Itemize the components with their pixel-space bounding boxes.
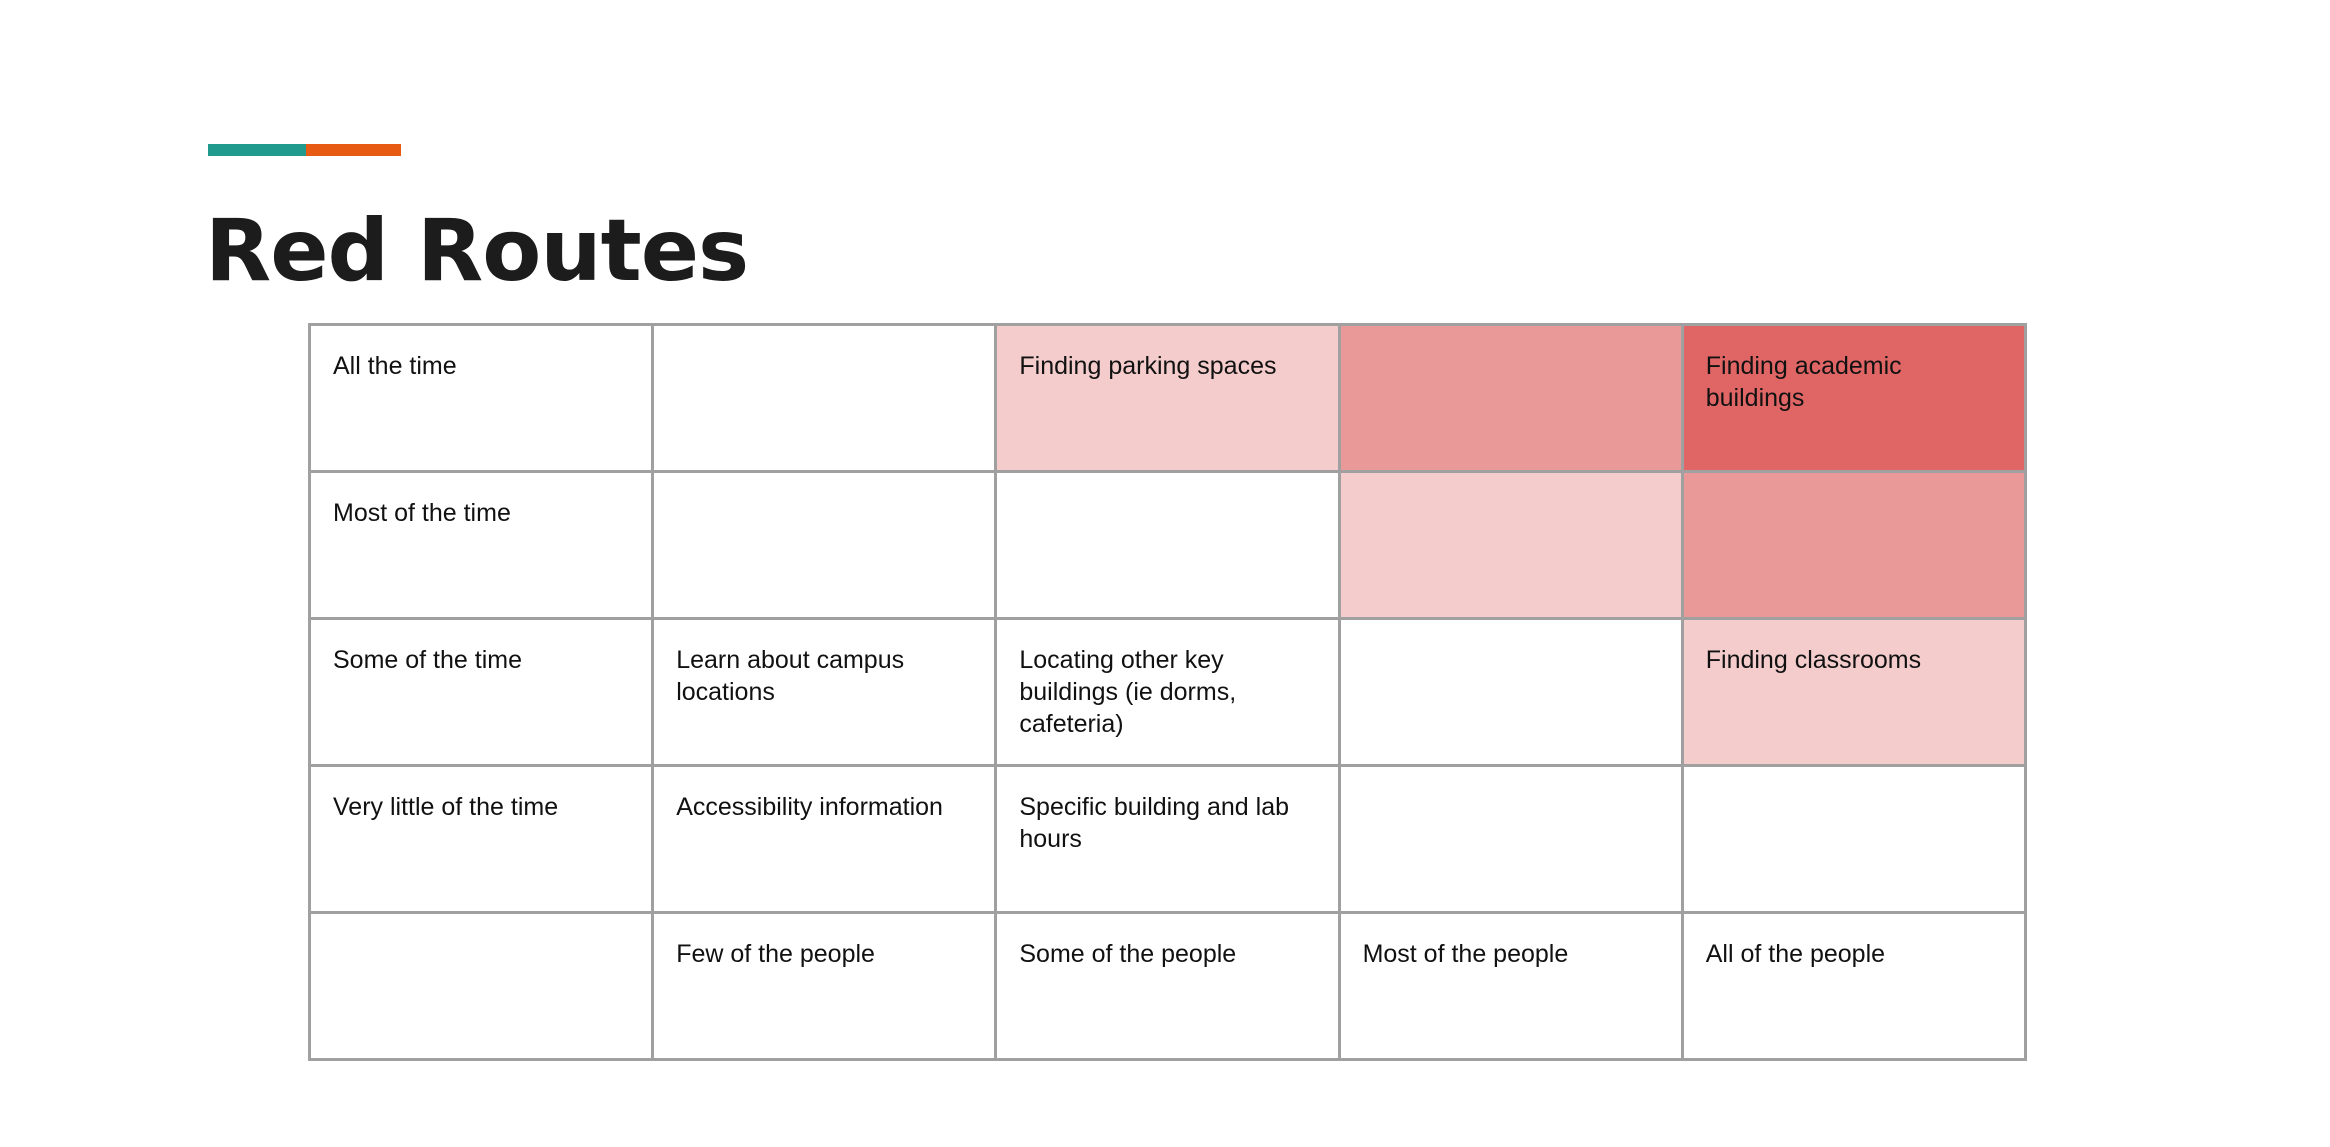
accent-bar-orange-segment xyxy=(306,144,401,156)
matrix-row xyxy=(310,619,2026,766)
row-label-frequency: All the time xyxy=(310,325,653,472)
column-label-people: Some of the people xyxy=(996,913,1339,1060)
matrix-cell: Accessibility information xyxy=(653,766,996,913)
red-routes-matrix xyxy=(308,323,2027,1061)
matrix-row xyxy=(310,325,2026,472)
matrix-cell xyxy=(996,472,1339,619)
matrix-cell xyxy=(1682,472,2025,619)
matrix-cell: Finding classrooms xyxy=(1682,619,2025,766)
column-label-people: All of the people xyxy=(1682,913,2025,1060)
matrix-cell: Finding parking spaces xyxy=(996,325,1339,472)
matrix-axis-row xyxy=(310,913,2026,1060)
matrix-cell xyxy=(653,472,996,619)
matrix-cell xyxy=(1682,766,2025,913)
matrix-cell xyxy=(1339,472,1682,619)
matrix-cell: Locating other key buildings (ie dorms, cafeteria) xyxy=(996,619,1339,766)
column-label-people: Most of the people xyxy=(1339,913,1682,1060)
matrix-cell xyxy=(1339,619,1682,766)
axis-corner-cell xyxy=(310,913,653,1060)
accent-bar-teal-segment xyxy=(208,144,306,156)
matrix-cell: Learn about campus locations xyxy=(653,619,996,766)
slide-title: Red Routes xyxy=(205,201,749,301)
matrix-row xyxy=(310,766,2026,913)
matrix-cell xyxy=(1339,766,1682,913)
row-label-frequency: Some of the time xyxy=(310,619,653,766)
matrix-row xyxy=(310,472,2026,619)
title-accent-bar xyxy=(208,144,401,156)
matrix-cell: Finding academic buildings xyxy=(1682,325,2025,472)
matrix-cell xyxy=(653,325,996,472)
row-label-frequency: Very little of the time xyxy=(310,766,653,913)
matrix-cell xyxy=(1339,325,1682,472)
row-label-frequency: Most of the time xyxy=(310,472,653,619)
column-label-people: Few of the people xyxy=(653,913,996,1060)
matrix-cell: Specific building and lab hours xyxy=(996,766,1339,913)
